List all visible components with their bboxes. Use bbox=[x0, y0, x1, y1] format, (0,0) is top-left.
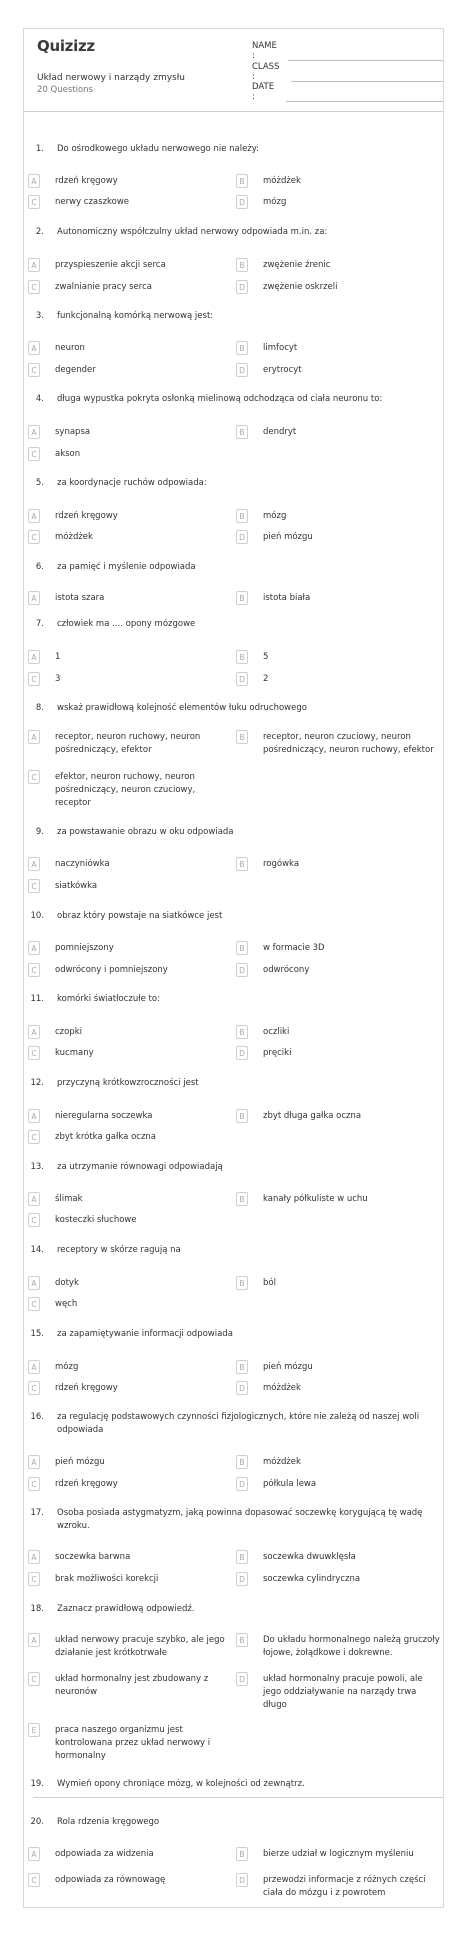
answer-option[interactable] bbox=[28, 258, 233, 274]
option-letter-box: A bbox=[28, 1276, 40, 1290]
option-letter-box: A bbox=[28, 174, 40, 188]
option-letter-box: B bbox=[236, 258, 248, 272]
question-text: przyczyną krótkowzroczności jest bbox=[57, 1078, 199, 1088]
answer-option[interactable] bbox=[28, 672, 233, 688]
option-letter-box: A bbox=[28, 1550, 40, 1564]
option-text: synapsa bbox=[55, 427, 91, 437]
question-number: 11. bbox=[30, 994, 44, 1004]
answer-option[interactable] bbox=[28, 770, 233, 808]
answer-option[interactable] bbox=[236, 341, 441, 357]
question-text: wskaż prawidłową kolejność elementów łuku odruchowego bbox=[57, 703, 307, 713]
option-text: siatkówka bbox=[55, 881, 98, 891]
option-letter-box: A bbox=[28, 1360, 40, 1374]
question-number: 5. bbox=[35, 478, 44, 488]
answer-option[interactable] bbox=[28, 425, 233, 441]
question-number: 17. bbox=[30, 1508, 44, 1518]
option-letter-box: D bbox=[236, 1477, 248, 1491]
answer-option[interactable] bbox=[236, 195, 441, 211]
option-letter-box: A bbox=[28, 730, 40, 744]
option-letter-box: D bbox=[236, 1873, 248, 1887]
answer-option[interactable] bbox=[236, 1046, 441, 1062]
option-letter-box: B bbox=[236, 1847, 248, 1861]
option-letter-box: B bbox=[236, 341, 248, 355]
question-text: za pamięć i myślenie odpowiada bbox=[57, 562, 196, 572]
option-letter-box: C bbox=[28, 195, 40, 209]
option-text: pień mózgu bbox=[55, 1457, 105, 1467]
option-text: mózg bbox=[263, 197, 287, 207]
option-text: Do układu hormonalnego należą gruczoły łojowe, żołądkowe i dokrewne. bbox=[263, 1635, 440, 1658]
question-number: 19. bbox=[30, 1779, 44, 1789]
answer-option[interactable] bbox=[28, 1213, 233, 1229]
question-count: 20 Questions bbox=[37, 85, 93, 95]
date-label: DATE : bbox=[252, 82, 275, 102]
worksheet-header bbox=[24, 29, 443, 112]
answer-option[interactable] bbox=[28, 341, 233, 357]
option-letter-box: B bbox=[236, 730, 248, 744]
name-label: NAME : bbox=[252, 41, 277, 61]
option-letter-box: C bbox=[28, 1672, 40, 1686]
answer-option[interactable] bbox=[28, 650, 233, 666]
option-letter-box: B bbox=[236, 591, 248, 605]
question-number: 20. bbox=[30, 1817, 44, 1827]
option-text: erytrocyt bbox=[263, 365, 302, 375]
option-letter-box: A bbox=[28, 509, 40, 523]
option-text: istota biała bbox=[263, 593, 311, 603]
answer-option[interactable] bbox=[28, 963, 233, 979]
option-letter-box: D bbox=[236, 672, 248, 686]
option-letter-box: D bbox=[236, 363, 248, 377]
question-number: 18. bbox=[30, 1604, 44, 1614]
answer-option[interactable] bbox=[28, 1046, 233, 1062]
answer-option[interactable] bbox=[28, 1477, 233, 1493]
option-letter-box: C bbox=[28, 1381, 40, 1395]
answer-option[interactable] bbox=[28, 1550, 233, 1566]
option-text: w formacie 3D bbox=[263, 943, 325, 953]
option-text: węch bbox=[55, 1299, 78, 1309]
date-field[interactable] bbox=[252, 82, 443, 102]
question-text: receptory w skórze ragują na bbox=[57, 1245, 181, 1255]
question-text: obraz który powstaje na siatkówce jest bbox=[57, 911, 223, 921]
option-letter-box: B bbox=[236, 509, 248, 523]
option-text: istota szara bbox=[55, 593, 105, 603]
option-letter-box: C bbox=[28, 1213, 40, 1227]
answer-option[interactable] bbox=[28, 174, 233, 190]
answer-option[interactable] bbox=[236, 509, 441, 525]
option-text: 3 bbox=[55, 674, 61, 684]
option-text: nerwy czaszkowe bbox=[55, 197, 130, 207]
answer-option[interactable] bbox=[236, 1873, 441, 1898]
option-letter-box: C bbox=[28, 1046, 40, 1060]
option-text: kosteczki słuchowe bbox=[55, 1215, 137, 1225]
option-letter-box: B bbox=[236, 1455, 248, 1469]
option-text: kanały półkuliste w uchu bbox=[263, 1194, 368, 1204]
answer-option[interactable] bbox=[28, 195, 233, 211]
class-label: CLASS : bbox=[252, 62, 280, 82]
option-letter-box: C bbox=[28, 1477, 40, 1491]
option-text: 5 bbox=[263, 652, 269, 662]
option-text: móżdżek bbox=[55, 532, 93, 542]
question-text: człowiek ma .... opony mózgowe bbox=[57, 619, 196, 629]
option-letter-box: A bbox=[28, 650, 40, 664]
question-number: 2. bbox=[35, 227, 44, 237]
answer-option[interactable] bbox=[236, 650, 441, 666]
option-letter-box: D bbox=[236, 1046, 248, 1060]
option-letter-box: C bbox=[28, 447, 40, 461]
answer-option[interactable] bbox=[236, 530, 441, 546]
option-letter-box: A bbox=[28, 1633, 40, 1647]
answer-option[interactable] bbox=[28, 857, 233, 873]
option-letter-box: C bbox=[28, 963, 40, 977]
option-text: zwężenie oskrzeli bbox=[263, 282, 338, 292]
answer-option[interactable] bbox=[28, 447, 233, 463]
option-text: zbyt długa gałka oczna bbox=[263, 1111, 362, 1121]
answer-option[interactable] bbox=[28, 1297, 233, 1313]
answer-option[interactable] bbox=[236, 1572, 441, 1588]
name-line bbox=[288, 52, 443, 61]
question-number: 16. bbox=[30, 1412, 44, 1422]
option-letter-box: C bbox=[28, 672, 40, 686]
answer-option[interactable] bbox=[28, 1109, 233, 1125]
question-text: Do ośrodkowego układu nerwowego nie należy: bbox=[57, 144, 260, 154]
option-letter-box: B bbox=[236, 1025, 248, 1039]
answer-option[interactable] bbox=[28, 1192, 233, 1208]
answer-option[interactable] bbox=[236, 1633, 441, 1658]
answer-option[interactable] bbox=[236, 857, 441, 873]
question-number: 12. bbox=[30, 1078, 44, 1088]
option-letter-box: B bbox=[236, 1550, 248, 1564]
option-letter-box: B bbox=[236, 174, 248, 188]
option-text: nieregularna soczewka bbox=[55, 1111, 153, 1121]
option-text: rdzeń kręgowy bbox=[55, 1383, 118, 1393]
option-text: neuron bbox=[55, 343, 85, 353]
option-text: czopki bbox=[55, 1027, 83, 1037]
answer-option[interactable] bbox=[28, 879, 233, 895]
question-number: 9. bbox=[35, 827, 44, 837]
option-text: praca naszego organizmu jest kontrolowana przez układ nerwowy i hormonalny bbox=[55, 1725, 211, 1761]
option-letter-box: C bbox=[28, 1297, 40, 1311]
question-number: 4. bbox=[35, 394, 44, 404]
option-letter-box: D bbox=[236, 280, 248, 294]
answer-option[interactable] bbox=[236, 174, 441, 190]
answer-option[interactable] bbox=[28, 1723, 233, 1761]
answer-option[interactable] bbox=[236, 280, 441, 296]
answer-option[interactable] bbox=[236, 1276, 441, 1292]
option-letter-box: C bbox=[28, 530, 40, 544]
option-letter-box: B bbox=[236, 1192, 248, 1206]
option-text: mózg bbox=[263, 511, 287, 521]
answer-option[interactable] bbox=[28, 1847, 233, 1863]
option-letter-box: B bbox=[236, 650, 248, 664]
date-line bbox=[286, 93, 443, 102]
option-letter-box: C bbox=[28, 363, 40, 377]
answer-option[interactable] bbox=[236, 1550, 441, 1566]
option-letter-box: B bbox=[236, 1109, 248, 1123]
answer-option[interactable] bbox=[28, 280, 233, 296]
option-text: móżdżek bbox=[263, 176, 301, 186]
option-text: degender bbox=[55, 365, 96, 375]
question-text: Osoba posiada astygmatyzm, jaką powinna dopasować soczewkę korygującą tę wadę wzroku. bbox=[57, 1508, 423, 1531]
option-letter-box: E bbox=[28, 1723, 40, 1737]
option-text: odpowiada za równowagę bbox=[55, 1875, 166, 1885]
option-text: układ hormonalny jest zbudowany z neuronów bbox=[55, 1674, 209, 1697]
answer-option[interactable] bbox=[28, 730, 233, 755]
option-text: rdzeń kręgowy bbox=[55, 1479, 118, 1489]
answer-option[interactable] bbox=[236, 1109, 441, 1125]
answer-option[interactable] bbox=[236, 1360, 441, 1376]
option-letter-box: B bbox=[236, 857, 248, 871]
class-line bbox=[291, 73, 443, 82]
worksheet-title: Układ nerwowy i narządy zmysłu bbox=[37, 73, 185, 83]
option-letter-box: A bbox=[28, 1025, 40, 1039]
question-number: 13. bbox=[30, 1162, 44, 1172]
answer-option[interactable] bbox=[28, 1455, 233, 1471]
option-letter-box: C bbox=[28, 770, 40, 784]
option-text: pomniejszony bbox=[55, 943, 114, 953]
answer-option[interactable] bbox=[28, 941, 233, 957]
question-number: 6. bbox=[35, 562, 44, 572]
option-letter-box: D bbox=[236, 1572, 248, 1586]
option-letter-box: A bbox=[28, 1192, 40, 1206]
option-letter-box: D bbox=[236, 1381, 248, 1395]
question-number: 7. bbox=[35, 619, 44, 629]
option-text: mózg bbox=[55, 1362, 79, 1372]
option-text: rdzeń kręgowy bbox=[55, 176, 118, 186]
option-text: 2 bbox=[263, 674, 269, 684]
option-letter-box: A bbox=[28, 425, 40, 439]
answer-option[interactable] bbox=[236, 963, 441, 979]
name-field[interactable] bbox=[252, 41, 443, 61]
question-number: 10. bbox=[30, 911, 44, 921]
answer-option[interactable] bbox=[28, 1360, 233, 1376]
quizizz-logo: Quizizz bbox=[37, 37, 95, 55]
option-text: zbyt krótka gałka oczna bbox=[55, 1132, 157, 1142]
question-text: Rola rdzenia kręgowego bbox=[57, 1817, 160, 1827]
option-text: ślimak bbox=[55, 1194, 83, 1204]
option-text: efektor, neuron ruchowy, neuron pośredniczący, neuron czuciowy, receptor bbox=[55, 772, 196, 808]
answer-option[interactable] bbox=[236, 1477, 441, 1493]
option-text: oczliki bbox=[263, 1027, 290, 1037]
option-text: ból bbox=[263, 1278, 276, 1288]
question-text: funkcjonalną komórką nerwową jest: bbox=[57, 311, 214, 321]
option-letter-box: C bbox=[28, 1873, 40, 1887]
option-text: akson bbox=[55, 449, 81, 459]
question-text: Zaznacz prawidłową odpowiedź. bbox=[57, 1604, 195, 1614]
answer-option[interactable] bbox=[236, 1381, 441, 1397]
option-text: receptor, neuron ruchowy, neuron pośredniczący, efektor bbox=[55, 732, 201, 755]
option-text: brak możliwości korekcji bbox=[55, 1574, 159, 1584]
answer-option[interactable] bbox=[28, 1381, 233, 1397]
answer-option[interactable] bbox=[28, 1873, 233, 1889]
answer-option[interactable] bbox=[28, 1572, 233, 1588]
option-text: bierze udział w logicznym myśleniu bbox=[263, 1849, 414, 1859]
answer-option[interactable] bbox=[28, 509, 233, 525]
option-text: pień mózgu bbox=[263, 532, 313, 542]
option-letter-box: A bbox=[28, 1847, 40, 1861]
question-number: 14. bbox=[30, 1245, 44, 1255]
question-number: 1. bbox=[35, 144, 44, 154]
option-text: soczewka barwna bbox=[55, 1552, 131, 1562]
question-text: za regulację podstawowych czynności fizjologicznych, które nie zależą od naszej woli odpowiada bbox=[57, 1412, 420, 1435]
answer-option[interactable] bbox=[236, 1672, 441, 1710]
class-field[interactable] bbox=[252, 62, 443, 82]
question-text: za koordynacje ruchów odpowiada: bbox=[57, 478, 207, 488]
option-letter-box: D bbox=[236, 195, 248, 209]
answer-option[interactable] bbox=[236, 363, 441, 379]
option-text: pręciki bbox=[263, 1048, 292, 1058]
answer-option[interactable] bbox=[236, 941, 441, 957]
question-text: za zapamiętywanie informacji odpowiada bbox=[57, 1329, 233, 1339]
option-text: soczewka cylindryczna bbox=[263, 1574, 361, 1584]
option-text: odpowiada za widzenia bbox=[55, 1849, 154, 1859]
answer-option[interactable] bbox=[28, 530, 233, 546]
answer-option[interactable] bbox=[28, 591, 233, 607]
option-text: zwalnianie pracy serca bbox=[55, 282, 152, 292]
option-letter-box: A bbox=[28, 941, 40, 955]
option-text: soczewka dwuwklęsła bbox=[263, 1552, 356, 1562]
option-text: kucmany bbox=[55, 1048, 94, 1058]
option-text: rdzeń kręgowy bbox=[55, 511, 118, 521]
option-letter-box: A bbox=[28, 1455, 40, 1469]
question-number: 15. bbox=[30, 1329, 44, 1339]
option-letter-box: B bbox=[236, 1360, 248, 1374]
option-letter-box: A bbox=[28, 1109, 40, 1123]
option-letter-box: A bbox=[28, 591, 40, 605]
answer-line[interactable] bbox=[33, 1797, 443, 1798]
option-letter-box: B bbox=[236, 1276, 248, 1290]
question-text: komórki światłoczułe to: bbox=[57, 994, 160, 1004]
answer-option[interactable] bbox=[236, 591, 441, 607]
option-letter-box: C bbox=[28, 1130, 40, 1144]
option-text: móżdżek bbox=[263, 1383, 301, 1393]
answer-option[interactable] bbox=[236, 1455, 441, 1471]
question-text: za utrzymanie równowagi odpowiadają bbox=[57, 1162, 223, 1172]
question-number: 8. bbox=[35, 703, 44, 713]
answer-option[interactable] bbox=[236, 1192, 441, 1208]
option-text: móżdżek bbox=[263, 1457, 301, 1467]
answer-option[interactable] bbox=[236, 730, 441, 755]
option-text: układ hormonalny pracuje powoli, ale jego oddziaływanie na narządy trwa długo bbox=[263, 1674, 423, 1710]
option-letter-box: A bbox=[28, 341, 40, 355]
question-number: 3. bbox=[35, 311, 44, 321]
option-text: półkula lewa bbox=[263, 1479, 317, 1489]
option-text: dotyk bbox=[55, 1278, 79, 1288]
answer-option[interactable] bbox=[236, 672, 441, 688]
option-letter-box: B bbox=[236, 1633, 248, 1647]
option-text: rogówka bbox=[263, 859, 300, 869]
question-text: długa wypustka pokryta osłonką mielinową odchodząca od ciała neuronu to: bbox=[57, 394, 383, 404]
option-text: odwrócony i pomniejszony bbox=[55, 965, 168, 975]
option-text: przyspieszenie akcji serca bbox=[55, 260, 166, 270]
answer-option[interactable] bbox=[236, 1847, 441, 1863]
question-text: Wymień opony chroniące mózg, w kolejności od zewnątrz. bbox=[57, 1779, 305, 1789]
option-text: 1 bbox=[55, 652, 61, 662]
answer-option[interactable] bbox=[28, 1672, 233, 1697]
option-letter-box: A bbox=[28, 857, 40, 871]
question-text: za powstawanie obrazu w oku odpowiada bbox=[57, 827, 234, 837]
answer-option[interactable] bbox=[28, 1276, 233, 1292]
option-letter-box: B bbox=[236, 425, 248, 439]
answer-option[interactable] bbox=[236, 425, 441, 441]
option-letter-box: D bbox=[236, 963, 248, 977]
answer-option[interactable] bbox=[236, 1025, 441, 1041]
question-text: Autonomiczny współczulny układ nerwowy odpowiada m.in. za: bbox=[57, 227, 328, 237]
answer-option[interactable] bbox=[236, 258, 441, 274]
option-letter-box: D bbox=[236, 1672, 248, 1686]
answer-option[interactable] bbox=[28, 1633, 233, 1658]
option-text: zwężenie źrenic bbox=[263, 260, 331, 270]
option-text: układ nerwowy pracuje szybko, ale jego działanie jest krótkotrwałe bbox=[55, 1635, 225, 1658]
option-text: przewodzi informacje z różnych części ciała do mózgu i z powrotem bbox=[263, 1875, 426, 1898]
option-letter-box: B bbox=[236, 941, 248, 955]
option-text: pień mózgu bbox=[263, 1362, 313, 1372]
option-letter-box: D bbox=[236, 530, 248, 544]
option-text: naczyniówka bbox=[55, 859, 110, 869]
option-letter-box: C bbox=[28, 879, 40, 893]
option-text: receptor, neuron czuciowy, neuron pośredniczący, neuron ruchowy, efektor bbox=[263, 732, 434, 755]
answer-option[interactable] bbox=[28, 1130, 233, 1146]
answer-option[interactable] bbox=[28, 363, 233, 379]
option-text: limfocyt bbox=[263, 343, 298, 353]
answer-option[interactable] bbox=[28, 1025, 233, 1041]
option-text: odwrócony bbox=[263, 965, 310, 975]
option-letter-box: C bbox=[28, 1572, 40, 1586]
option-text: dendryt bbox=[263, 427, 297, 437]
option-letter-box: C bbox=[28, 280, 40, 294]
option-letter-box: A bbox=[28, 258, 40, 272]
